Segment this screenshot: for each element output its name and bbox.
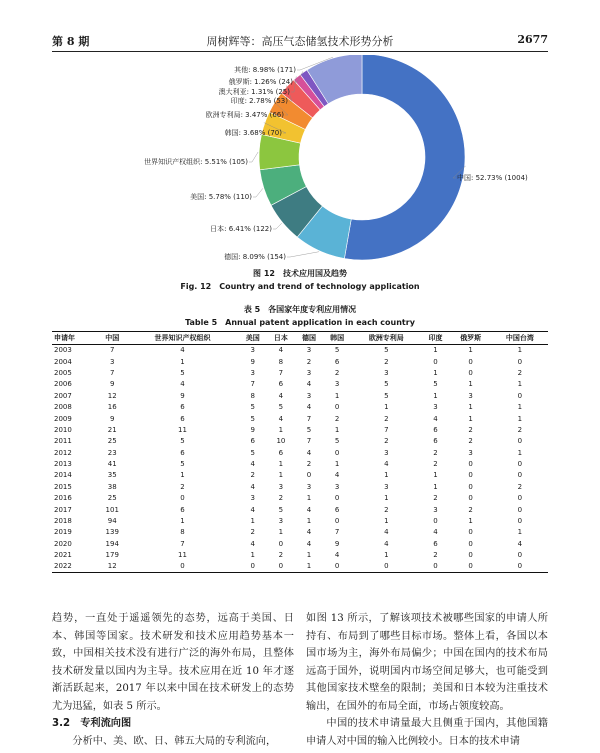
table-cell: 5 bbox=[180, 437, 185, 446]
table-cell: 2 bbox=[384, 505, 389, 514]
table-cell: 2 bbox=[334, 414, 340, 423]
table-cell: 3 bbox=[306, 482, 312, 491]
slice-label: 美国: 5.78% (110) bbox=[190, 193, 252, 201]
table-cell: 4 bbox=[180, 346, 185, 355]
table-cell: 2 bbox=[306, 357, 312, 366]
table-cell: 7 bbox=[180, 539, 185, 548]
table-cell: 6 bbox=[180, 505, 185, 514]
table-cell: 9 bbox=[109, 380, 115, 389]
table-row bbox=[52, 458, 548, 469]
table-cell: 2019 bbox=[54, 528, 72, 537]
table-cell: 5 bbox=[250, 414, 256, 423]
table-cell: 1 bbox=[517, 346, 523, 355]
table-cell: 4 bbox=[278, 346, 284, 355]
table-cell: 1 bbox=[306, 551, 312, 560]
table-cell: 4 bbox=[334, 471, 340, 480]
table-cell: 0 bbox=[334, 494, 340, 503]
table-header-cell: 中国 bbox=[98, 332, 126, 345]
table-header-cell: 印度 bbox=[421, 332, 449, 345]
table-row bbox=[52, 367, 548, 378]
table-cell: 8 bbox=[278, 357, 284, 366]
table-cell: 7 bbox=[109, 368, 115, 377]
table-cell: 6 bbox=[334, 357, 340, 366]
table-cell: 2020 bbox=[54, 539, 72, 548]
table-cell: 194 bbox=[105, 539, 119, 548]
table-cell: 5 bbox=[384, 346, 389, 355]
table-row bbox=[52, 413, 548, 424]
table-header-cell: 中国台湾 bbox=[492, 332, 548, 345]
table-row bbox=[52, 401, 548, 412]
slice-label: 德国: 8.09% (154) bbox=[224, 253, 286, 261]
table-cell: 6 bbox=[278, 380, 284, 389]
table-cell: 0 bbox=[468, 494, 473, 503]
table-cell: 2 bbox=[433, 448, 438, 457]
table-cell: 2 bbox=[468, 437, 473, 446]
table-cell: 2 bbox=[250, 528, 256, 537]
table-cell: 4 bbox=[433, 528, 438, 537]
table-cell: 1 bbox=[517, 403, 523, 412]
table-cell: 0 bbox=[517, 357, 523, 366]
table-cell: 0 bbox=[468, 539, 473, 548]
table-cell: 5 bbox=[384, 380, 389, 389]
table-cell: 2 bbox=[334, 368, 340, 377]
patent-table bbox=[52, 331, 548, 573]
table-cell: 2 bbox=[180, 482, 185, 491]
table-cell: 7 bbox=[306, 437, 312, 446]
table-cell: 6 bbox=[278, 448, 284, 457]
slice-label: 韩国: 3.68% (70) bbox=[224, 129, 282, 137]
table-cell: 2016 bbox=[54, 494, 72, 503]
table-cell: 11 bbox=[178, 551, 187, 560]
table-cell: 0 bbox=[468, 471, 473, 480]
body-paragraph: 中国的技术申请量最大且侧重于国内，其他国籍申请人对中国的输入比例较小。日本的技术申请 bbox=[306, 718, 548, 747]
table-cell: 3 bbox=[468, 391, 473, 400]
table-cell: 1 bbox=[517, 414, 523, 423]
table-row bbox=[52, 561, 548, 572]
table-cell: 179 bbox=[105, 551, 119, 560]
table-cell: 4 bbox=[517, 539, 523, 548]
table-cell: 2010 bbox=[54, 425, 72, 434]
table-cell: 2 bbox=[433, 494, 438, 503]
table-cell: 5 bbox=[250, 403, 256, 412]
table-cell: 2005 bbox=[54, 368, 72, 377]
table-cell: 6 bbox=[433, 425, 438, 434]
table-cell: 1 bbox=[278, 425, 284, 434]
table-caption-cn: 表 5 各国家年度专利应用情况 bbox=[243, 305, 357, 314]
table-cell: 1 bbox=[468, 517, 473, 526]
table-cell: 4 bbox=[384, 460, 389, 469]
table-cell: 1 bbox=[384, 471, 389, 480]
table-cell: 1 bbox=[334, 425, 340, 434]
table-cell: 0 bbox=[468, 551, 473, 560]
table-cell: 1 bbox=[250, 517, 256, 526]
table-cell: 3 bbox=[250, 368, 256, 377]
table-cell: 2013 bbox=[54, 460, 72, 469]
table-cell: 4 bbox=[306, 380, 312, 389]
table-header-cell: 欧洲专利局 bbox=[351, 332, 421, 345]
table-cell: 6 bbox=[180, 448, 185, 457]
table-cell: 0 bbox=[517, 494, 523, 503]
table-cell: 2 bbox=[384, 357, 389, 366]
table-cell: 8 bbox=[250, 391, 256, 400]
table-cell: 7 bbox=[278, 368, 284, 377]
table-cell: 4 bbox=[306, 403, 312, 412]
table-cell: 0 bbox=[239, 561, 267, 572]
table-row bbox=[52, 379, 548, 390]
table-cell: 9 bbox=[334, 539, 340, 548]
table-cell: 2009 bbox=[54, 414, 72, 423]
table-row bbox=[52, 527, 548, 538]
slice-label: 其他: 8.98% (171) bbox=[234, 66, 296, 74]
table-cell: 1 bbox=[468, 380, 473, 389]
table-row bbox=[52, 356, 548, 367]
table-caption-en: Table 5 Annual patent application in each country bbox=[185, 318, 415, 327]
table-cell: 1 bbox=[334, 460, 340, 469]
table-cell: 16 bbox=[107, 403, 117, 412]
table-cell: 3 bbox=[306, 391, 312, 400]
table-cell: 6 bbox=[250, 437, 256, 446]
table-cell: 1 bbox=[306, 517, 312, 526]
table-cell: 7 bbox=[306, 414, 312, 423]
table-cell: 0 bbox=[468, 482, 473, 491]
page-number: 2677 bbox=[517, 33, 548, 46]
table-cell: 35 bbox=[107, 471, 117, 480]
table-cell: 0 bbox=[468, 528, 473, 537]
issue-number: 第 8 期 bbox=[52, 35, 90, 48]
table-cell: 94 bbox=[107, 517, 117, 526]
running-title: 周树辉等：高压气态储氢技术形势分析 bbox=[206, 35, 394, 48]
table-cell: 9 bbox=[250, 425, 256, 434]
table-row bbox=[52, 481, 548, 492]
table-cell: 2 bbox=[468, 505, 473, 514]
table-cell: 2004 bbox=[54, 357, 72, 366]
body-paragraph: 趋势，一直处于遥遥领先的态势，远高于美国、日本、韩国等国家。技术研发和技术应用趋势基本一致，中国相关技术没有进行广泛的海外布局，且整体技术研发量以国内为主导。技术应用在近 10 年才逐渐活跃起来，2017 年以来中国在技术研发上的态势尤为迅猛，如表 5 所示。 bbox=[52, 613, 294, 712]
table-cell: 5 bbox=[334, 346, 340, 355]
table-cell: 2022 bbox=[52, 561, 98, 572]
table-cell: 41 bbox=[107, 460, 117, 469]
table-cell: 2003 bbox=[54, 346, 72, 355]
table-cell: 1 bbox=[384, 403, 389, 412]
table-cell: 23 bbox=[107, 448, 117, 457]
table-cell: 0 bbox=[517, 437, 523, 446]
table-cell: 3 bbox=[468, 448, 473, 457]
table-cell: 2011 bbox=[54, 437, 72, 446]
table-cell: 2006 bbox=[54, 380, 72, 389]
table-cell: 1 bbox=[278, 460, 284, 469]
table-cell: 4 bbox=[334, 551, 340, 560]
table-cell: 0 bbox=[278, 539, 284, 548]
table-cell: 0 bbox=[334, 403, 340, 412]
table-cell: 25 bbox=[107, 494, 117, 503]
table-cell: 0 bbox=[468, 357, 473, 366]
table-cell: 1 bbox=[433, 368, 438, 377]
table-cell: 11 bbox=[178, 425, 187, 434]
figure-caption-en: Fig. 12 Country and trend of technology application bbox=[180, 282, 420, 291]
table-body bbox=[52, 345, 548, 573]
table-row bbox=[52, 470, 548, 481]
table-cell: 0 bbox=[517, 471, 523, 480]
table-cell: 6 bbox=[180, 403, 185, 412]
table-cell: 0 bbox=[306, 471, 312, 480]
table-header-cell: 俄罗斯 bbox=[450, 332, 492, 345]
table-cell: 0 bbox=[351, 561, 421, 572]
table-row bbox=[52, 515, 548, 526]
table-cell: 1 bbox=[384, 517, 389, 526]
right-column bbox=[306, 610, 548, 750]
table-cell: 8 bbox=[180, 528, 185, 537]
table-cell: 0 bbox=[433, 517, 438, 526]
table-cell: 2007 bbox=[54, 391, 72, 400]
table-row bbox=[52, 550, 548, 561]
table-cell: 0 bbox=[517, 505, 523, 514]
table-cell: 5 bbox=[180, 460, 185, 469]
table-header-cell: 美国 bbox=[239, 332, 267, 345]
table-cell: 5 bbox=[180, 368, 185, 377]
table-cell: 1 bbox=[384, 494, 389, 503]
table-header-row bbox=[52, 332, 548, 345]
table-cell: 10 bbox=[276, 437, 286, 446]
table-cell: 9 bbox=[250, 357, 256, 366]
table-cell: 2 bbox=[517, 482, 523, 491]
slice-label: 俄罗斯: 1.26% (24) bbox=[228, 78, 293, 86]
table-cell: 0 bbox=[334, 448, 340, 457]
table-cell: 2 bbox=[433, 551, 438, 560]
table-cell: 1 bbox=[306, 494, 312, 503]
table-cell: 4 bbox=[306, 448, 312, 457]
table-row bbox=[52, 345, 548, 356]
leader-line bbox=[273, 223, 282, 229]
table-row bbox=[52, 436, 548, 447]
table-cell: 4 bbox=[433, 414, 438, 423]
table-cell: 0 bbox=[492, 561, 548, 572]
table-cell: 3 bbox=[250, 494, 256, 503]
table-cell: 1 bbox=[468, 346, 473, 355]
table-cell: 7 bbox=[384, 425, 389, 434]
table-cell: 3 bbox=[306, 368, 312, 377]
table-cell: 2 bbox=[433, 460, 438, 469]
leader-line bbox=[253, 188, 263, 197]
table-cell: 4 bbox=[180, 380, 185, 389]
table-header-cell: 申请年 bbox=[52, 332, 98, 345]
table-cell: 1 bbox=[250, 551, 256, 560]
table-cell: 0 bbox=[433, 357, 438, 366]
figure-caption-cn: 图 12 技术应用国及趋势 bbox=[253, 269, 347, 278]
table-cell: 4 bbox=[278, 414, 284, 423]
table-cell: 5 bbox=[278, 505, 284, 514]
table-cell: 5 bbox=[306, 425, 312, 434]
slice-label: 日本: 6.41% (122) bbox=[210, 225, 272, 233]
donut-chart bbox=[52, 55, 548, 270]
leader-line bbox=[287, 252, 319, 257]
table-cell: 0 bbox=[267, 561, 295, 572]
table-cell: 1 bbox=[278, 528, 284, 537]
table-cell: 21 bbox=[107, 425, 117, 434]
table-cell: 5 bbox=[433, 380, 438, 389]
table-cell: 1 bbox=[517, 448, 523, 457]
left-column bbox=[52, 610, 294, 750]
table-cell: 0 bbox=[468, 368, 473, 377]
table-header-cell: 韩国 bbox=[323, 332, 351, 345]
table-cell: 2008 bbox=[54, 403, 72, 412]
table-cell: 3 bbox=[306, 346, 312, 355]
slice-label: 世界知识产权组织: 5.51% (105) bbox=[144, 158, 248, 166]
table-cell: 4 bbox=[278, 391, 284, 400]
table-cell: 2 bbox=[384, 437, 389, 446]
table-cell: 4 bbox=[306, 528, 312, 537]
donut-slice bbox=[344, 55, 465, 260]
table-cell: 0 bbox=[468, 460, 473, 469]
table-cell: 12 bbox=[98, 561, 126, 572]
table-row bbox=[52, 504, 548, 515]
slice-label: 印度: 2.78% (53) bbox=[230, 97, 288, 105]
table-cell: 0 bbox=[517, 391, 523, 400]
table-cell: 2017 bbox=[54, 505, 72, 514]
table-cell: 6 bbox=[433, 437, 438, 446]
table-cell: 3 bbox=[250, 346, 256, 355]
table-cell: 139 bbox=[105, 528, 119, 537]
table-cell: 4 bbox=[306, 539, 312, 548]
table-cell: 2012 bbox=[54, 448, 72, 457]
table-cell: 2 bbox=[250, 471, 256, 480]
table-cell: 12 bbox=[107, 391, 117, 400]
body-paragraph: 分析中、美、欧、日、韩五大局的专利流向， bbox=[72, 735, 277, 747]
table-cell: 25 bbox=[107, 437, 117, 446]
table-cell: 9 bbox=[180, 391, 185, 400]
table-cell: 0 bbox=[517, 517, 523, 526]
table-row bbox=[52, 424, 548, 435]
table-cell: 4 bbox=[250, 482, 256, 491]
table-cell: 3 bbox=[384, 448, 389, 457]
table-cell: 2 bbox=[517, 368, 523, 377]
table-cell: 6 bbox=[334, 505, 340, 514]
table-cell: 7 bbox=[109, 346, 115, 355]
table-cell: 7 bbox=[334, 528, 340, 537]
table-cell: 5 bbox=[384, 391, 389, 400]
table-cell: 3 bbox=[334, 482, 340, 491]
table-cell: 4 bbox=[250, 539, 256, 548]
table-cell: 4 bbox=[384, 528, 389, 537]
table-cell: 1 bbox=[433, 471, 438, 480]
slice-label: 欧洲专利局: 3.47% (66) bbox=[205, 111, 284, 119]
table-cell: 2 bbox=[468, 425, 473, 434]
donut-chart-figure bbox=[52, 55, 548, 270]
table-cell: 0 bbox=[421, 561, 449, 572]
table-cell: 3 bbox=[433, 505, 438, 514]
table-cell: 5 bbox=[250, 448, 256, 457]
table-cell: 1 bbox=[180, 517, 185, 526]
table-cell: 3 bbox=[109, 357, 115, 366]
table-cell: 0 bbox=[180, 494, 185, 503]
table-cell: 9 bbox=[109, 414, 115, 423]
table-cell: 1 bbox=[468, 403, 473, 412]
table-row bbox=[52, 447, 548, 458]
table-cell: 4 bbox=[306, 505, 312, 514]
table-cell: 7 bbox=[250, 380, 256, 389]
leader-line bbox=[249, 152, 258, 162]
table-cell: 2021 bbox=[54, 551, 72, 560]
table-cell: 3 bbox=[384, 482, 389, 491]
table-header-cell: 德国 bbox=[295, 332, 323, 345]
page-header bbox=[52, 30, 548, 52]
table-cell: 5 bbox=[278, 403, 284, 412]
table-cell: 2 bbox=[517, 425, 523, 434]
body-paragraph: 如图 13 所示，了解该项技术被哪些国家的申请人所持有、布局到了哪些目标市场。整体上看，各国以本国市场为主，海外布局偏少；中国在国内的技术布局远高于国外，说明国内市场空间足够大，也可能受到其他国家技术壁垒的限制；美国和日本较为注重技术输出，在国外的布局全面，市场占领度较高。 bbox=[306, 613, 548, 712]
table-cell: 1 bbox=[384, 551, 389, 560]
table-cell: 1 bbox=[468, 414, 473, 423]
table-cell: 5 bbox=[334, 437, 340, 446]
table-cell: 4 bbox=[250, 460, 256, 469]
table-cell: 3 bbox=[278, 482, 284, 491]
table-cell: 1 bbox=[334, 391, 340, 400]
section-heading: 3.2 专利流向图 bbox=[52, 718, 132, 729]
table-cell: 2015 bbox=[54, 482, 72, 491]
table-cell: 2014 bbox=[54, 471, 72, 480]
table-cell: 38 bbox=[107, 482, 117, 491]
table-cell: 3 bbox=[334, 380, 340, 389]
table-cell: 1 bbox=[278, 471, 284, 480]
table-header-cell: 世界知识产权组织 bbox=[126, 332, 238, 345]
table-cell: 2 bbox=[384, 414, 389, 423]
slice-label: 澳大利亚: 1.31% (25) bbox=[218, 88, 290, 96]
table-cell: 2 bbox=[278, 551, 284, 560]
table-cell: 0 bbox=[334, 517, 340, 526]
table-cell: 1 bbox=[433, 391, 438, 400]
table-cell: 1 bbox=[517, 380, 523, 389]
table-cell: 0 bbox=[126, 561, 238, 572]
table-cell: 1 bbox=[180, 471, 185, 480]
table-cell: 0 bbox=[450, 561, 492, 572]
table-cell: 0 bbox=[323, 561, 351, 572]
slice-label: 中国: 52.73% (1004) bbox=[457, 174, 528, 182]
table-row bbox=[52, 390, 548, 401]
table-cell: 1 bbox=[180, 357, 185, 366]
table-cell: 1 bbox=[433, 482, 438, 491]
table-cell: 3 bbox=[278, 517, 284, 526]
table-cell: 6 bbox=[180, 414, 185, 423]
table-cell: 2018 bbox=[54, 517, 72, 526]
table-cell: 6 bbox=[433, 539, 438, 548]
table-cell: 0 bbox=[517, 460, 523, 469]
table-cell: 1 bbox=[517, 528, 523, 537]
table-header-cell: 日本 bbox=[267, 332, 295, 345]
table-cell: 3 bbox=[433, 403, 438, 412]
table-cell: 3 bbox=[384, 368, 389, 377]
table-cell: 2 bbox=[278, 494, 284, 503]
table-cell: 1 bbox=[295, 561, 323, 572]
table-cell: 4 bbox=[384, 539, 389, 548]
table-cell: 101 bbox=[105, 505, 119, 514]
table-cell: 0 bbox=[517, 551, 523, 560]
table-row bbox=[52, 493, 548, 504]
table-row bbox=[52, 538, 548, 549]
table-cell: 4 bbox=[250, 505, 256, 514]
table-cell: 1 bbox=[433, 346, 438, 355]
table-cell: 2 bbox=[306, 460, 312, 469]
